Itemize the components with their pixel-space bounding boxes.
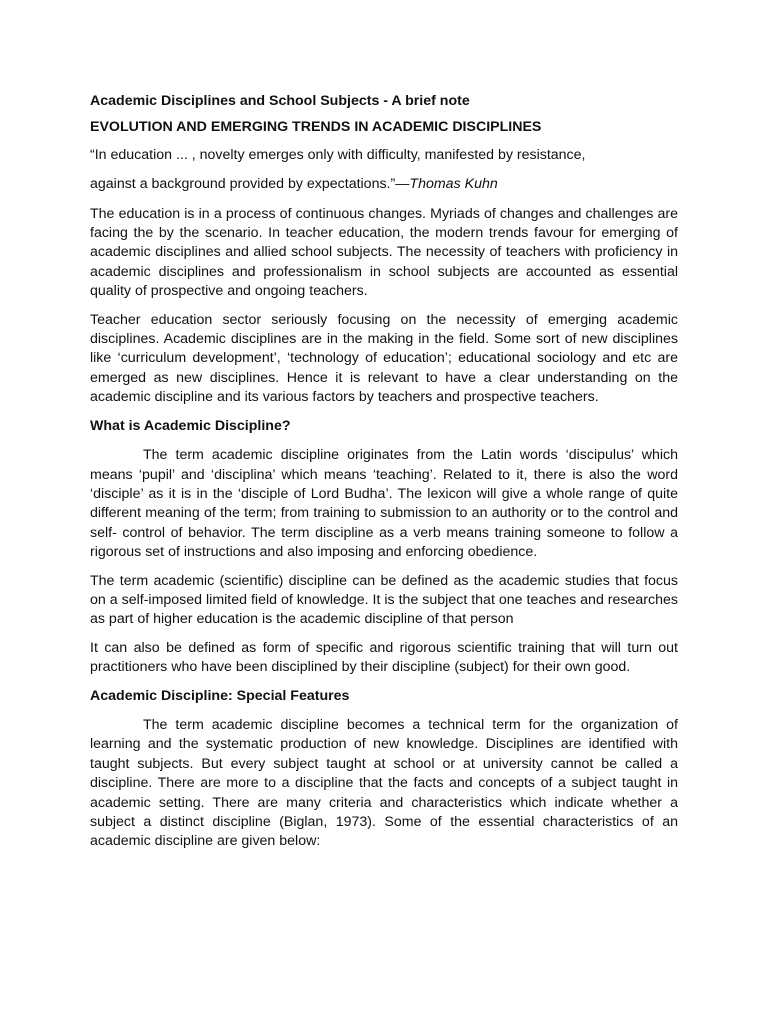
paragraph-1: The education is in a process of continuous changes. Myriads of changes and challenges are facing the by the scenario. In teacher education, the modern trends favour for emerging of academic disciplines and allied school subjects. The necessity of teachers with proficiency in academic disciplines and professionalism in school subjects are accounted as essential quality of prospective and ongoing teachers. (90, 205, 678, 300)
document-subtitle: EVOLUTION AND EMERGING TRENDS IN ACADEMIC DISCIPLINES (90, 119, 542, 136)
paragraph-3: The term academic discipline originates from the Latin words ‘discipulus’ which means ‘pupil’ and ‘disciplina’ which means ‘teaching’. Related to it, there is also the word ‘disciple’ as it is in the ‘disciple of Lord Budha’. The lexicon will give a whole range of quite different meaning of the term; from training to submission to an authority or to the control and self- control of behavior. The term discipline as a verb means training someone to follow a rigorous set of instructions and also imposing and enforcing obedience. (90, 447, 678, 561)
quote-line-2-text: against a background provided by expectations.”— (90, 176, 410, 193)
quote-author: Thomas Kuhn (409, 176, 498, 193)
document-page (90, 92, 678, 861)
paragraph-5: It can also be defined as form of specific and rigorous scientific training that will turn out practitioners who have been disciplined by their discipline (subject) for their own good. (90, 639, 678, 676)
paragraph-6: The term academic discipline becomes a technical term for the organization of learning and the systematic production of new knowledge. Disciplines are identified with taught subjects. But every subject taught at school or at university cannot be called a discipline. There are more to a discipline that the facts and concepts of a subject taught in academic setting. There are many criteria and characteristics which indicate whether a subject a distinct discipline (Biglan, 1973). Some of the essential characteristics of an academic discipline are given below: (90, 716, 678, 850)
document-title: Academic Disciplines and School Subjects - A brief note (90, 93, 470, 109)
quote-line-1: “In education ... , novelty emerges only with difficulty, manifested by resistance, (90, 146, 586, 163)
quote-line-2 (90, 175, 678, 194)
paragraph-4: The term academic (scientific) discipline can be defined as the academic studies that focus on a self-imposed limited field of knowledge. It is the subject that one teaches and researches as part of higher education is the academic discipline of that person (90, 572, 678, 628)
heading-special-features: Academic Discipline: Special Features (90, 687, 350, 704)
paragraph-2: Teacher education sector seriously focusing on the necessity of emerging academic disciplines. Academic disciplines are in the making in the field. Some sort of new disciplines like ‘curriculum development’, ‘technology of education’; educational sociology and etc are emerged as new disciplines. Hence it is relevant to have a clear understanding on the academic discipline and its various factors by teachers and prospective teachers. (90, 311, 678, 406)
heading-what-is-academic-discipline: What is Academic Discipline? (90, 417, 291, 434)
